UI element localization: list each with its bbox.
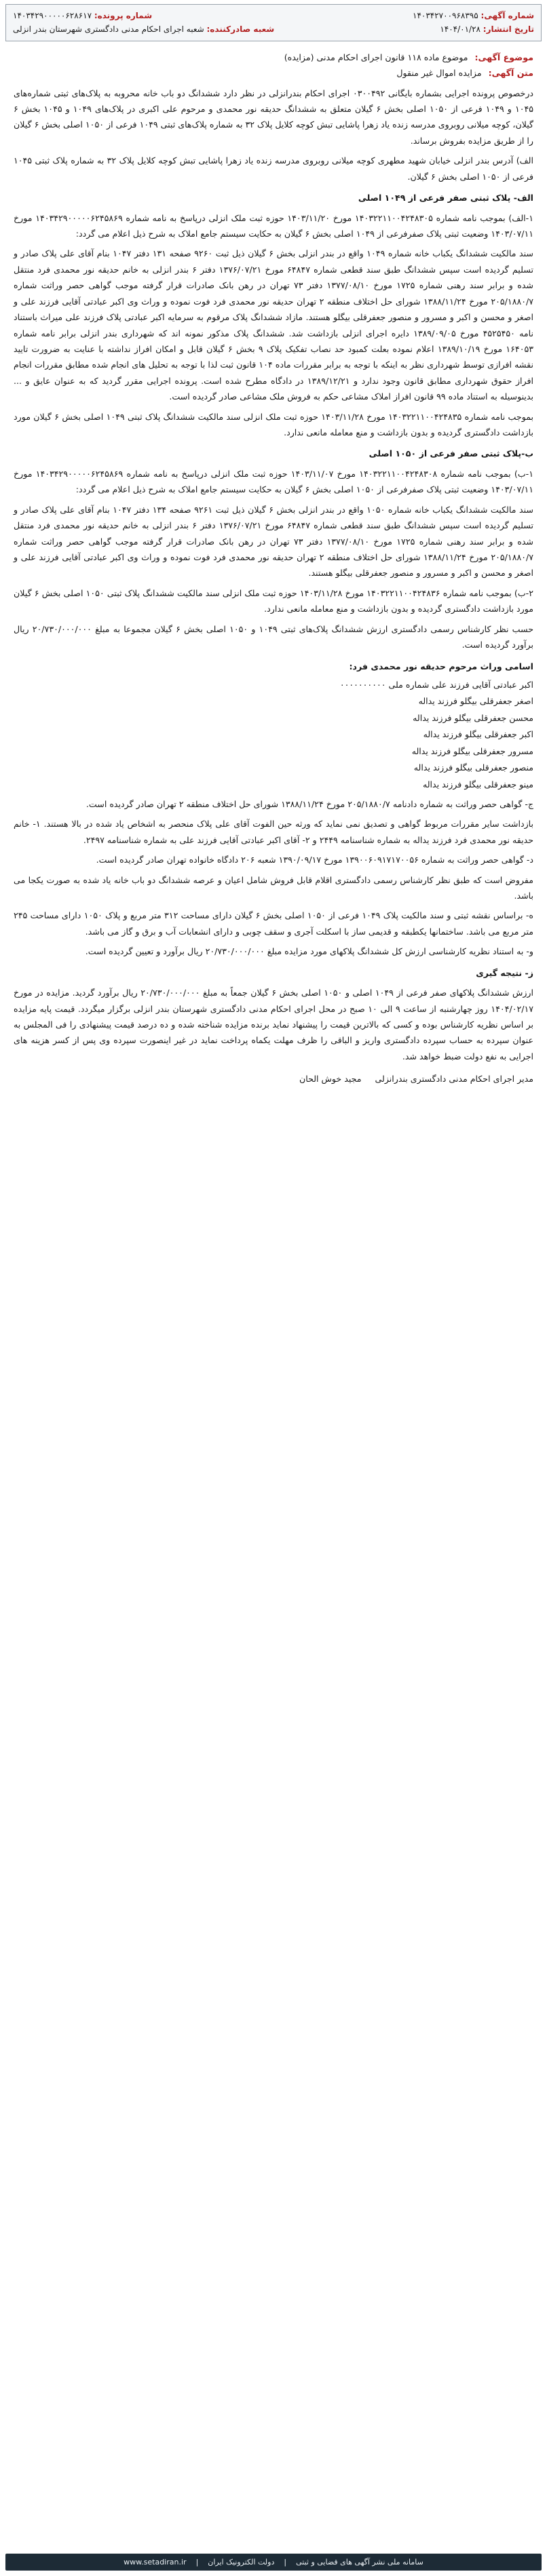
- notice-body: [5, 41, 542, 1091]
- paragraph: د- گواهی حصر وراثت به شماره ۱۳۹۰۰۶۰۹۱۷۱۷۰۰۵۶ مورخ ۱۳۹۰/۰۹/۱۷ شعبه ۲۰۶ دادگاه خانواده تهران صادر گردیده است.: [96, 855, 533, 865]
- paragraph: ۱-الف) بموجب نامه شماره ۱۴۰۳۲۲۱۱۰۰۴۲۴۸۳۰۵ مورخ ۱۴۰۳/۱۱/۲۰ حوزه ثبت ملک انزلی درپاسخ به نامه شماره ۱۴۰۳۴۲۹۰۰۰۰۰۶۲۴۵۸۶۹ مورخ ۱۴۰۳/۰۷/۱۱ وضعیت ثبتی پلاک صفرفرعی از ۱۰۴۹ اصلی بخش ۶ گیلان به حکایت سیستم جامع املاک به شرح ذیل اعلام می گردد:: [14, 212, 533, 239]
- paragraph: ه- براساس نقشه ثبتی و سند مالکیت پلاک ۱۰۴۹ فرعی از ۱۰۵۰ اصلی بخش ۶ گیلان دارای مساحت ۳۱۲ متر مربع و پلاک ۱۰۵۰ دارای مساحت ۲۴۵ متر مربع می باشد. ساختمانها یکطبقه و قدیمی ساز با اسکلت آجری و سقف چوبی و دارای انشعابات آب و برق و گاز می باشد.: [14, 910, 534, 937]
- paragraph: مفروض است که طبق نظر کارشناس رسمی دادگستری اقلام قابل فروش شامل اعیان و عرصه ششدانگ دو باب خانه یاد شده به صورت یکجا می باشد.: [14, 874, 533, 901]
- paragraph: ارزش ششدانگ پلاکهای صفر فرعی از ۱۰۴۹ اصلی و ۱۰۵۰ اصلی بخش ۶ گیلان جمعاً به مبلغ ۲۰/۷۳۰/۰۰۰/۰۰۰ ریال برآورد گردید. مزایده در مورخ ۱۴۰۴/۰۲/۱۷ روز چهارشنبه از ساعت ۹ الی ۱۰ صبح در محل اجرای احکام مدنی دادگستری شهرستان بندر انزلی برگزار میگردد. قیمت پایه مزایده بر اساس نظریه کارشناس بوده و کسی که بالاترین قیمت را پیشنهاد نماید برنده مزایده شناخته شده و ده درصد قیمت پیشنهادی را فی المجلس به عنوان سپرده به حساب سپرده دادگستری واریز و الباقی را ظرف مهلت یکماه پرداخت نماید در غیر اینصورت سپرده وی پس از کسر هزینه های اجرایی به نفع دولت ضبط خواهد شد.: [14, 988, 534, 1061]
- notice-header: [5, 4, 542, 41]
- dossier-label: شماره پرونده:: [94, 11, 153, 20]
- ad-text-value: مزایده اموال غیر منقول: [396, 68, 482, 79]
- header-right: [413, 9, 534, 37]
- issuer-label: شعبه صادرکننده:: [206, 24, 275, 35]
- signature-name: مجید خوش الحان: [299, 1074, 362, 1085]
- notice-number-label: شماره آگهی:: [480, 11, 534, 20]
- footer-separator: |: [195, 2558, 199, 2567]
- paragraph: بازداشت سایر مقررات مربوط گواهی و تصدیق نمی نماید که ورثه حین الفوت آقای علی پلاک منحصر به اشخاص یاد شده در بالا هستند. ۱- خانم حدیقه نور محمدی فرد فرزند یداله به شماره شناسنامه ۲۴۴۹ و ۲- آقای اکبر عبادتی آقایی فرزند علی به شماره شناسنامه ۲۴۹۷.: [14, 819, 534, 845]
- paragraph: حسب نظر کارشناس رسمی دادگستری ارزش ششدانگ پلاک‌های ثبتی ۱۰۴۹ و ۱۰۵۰ اصلی بخش ۶ گیلان مجموعا به مبلغ ۲۰/۷۳۰/۰۰۰/۰۰۰ ریال برآورد گردیده است.: [14, 623, 534, 650]
- publish-date: ۱۴۰۴/۰۱/۲۸: [440, 24, 480, 35]
- subject-text: موضوع ماده ۱۱۸ قانون اجرای احکام مدنی (مزایده): [284, 52, 468, 62]
- signature-title: مدیر اجرای احکام مدنی دادگستری بندرانزلی: [375, 1074, 533, 1085]
- dossier-number: ۱۴۰۳۴۲۹۰۰۰۰۰۶۲۸۶۱۷: [13, 11, 92, 20]
- heirs-title: اسامی وراث مرحوم حدیقه نور محمدی فرد:: [349, 661, 533, 671]
- paragraph: ۱-ب) بموجب نامه شماره ۱۴۰۳۲۲۱۱۰۰۴۲۴۸۳۰۸ مورخ ۱۴۰۳/۱۱/۰۷ حوزه ثبت ملک انزلی درپاسخ به نامه شماره ۱۴۰۳۴۲۹۰۰۰۰۰۶۲۴۵۸۶۹ مورخ ۱۴۰۳/۰۷/۱۱ وضعیت ثبتی پلاک صفرفرعی از ۱۰۵۰ اصلی بخش ۶ گیلان به حکایت سیستم جامع املاک به شرح ذیل اعلام می گردد:: [14, 468, 533, 495]
- list-item: اکبر عبادتی آقایی فرزند علی شماره ملی ۰۰۰۰۰۰۰۰۰۰: [339, 679, 533, 690]
- subject-label: موضوع آگهی:: [474, 52, 533, 62]
- list-item: منصور جعفرقلی بیگلو فرزند یداله: [413, 762, 533, 773]
- paragraph: درخصوص پرونده اجرایی بشماره بایگانی ۰۳۰۰۴۹۲ اجرای احکام بندرانزلی در نظر دارد ششدانگ دو باب خانه محروبه به پلاک‌های ثبتی شماره‌های ۱۰۴۵ و ۱۰۴۹ فرعی از ۱۰۵۰ اصلی بخش ۶ گیلان متعلق به ششدانگ حدیقه نور محمدی و مرحوم علی اکبری در پلاک‌های ۱۰۴۹ و ۱۰۴۵ بخش ۶ گیلان، کوچه میلانی روبروی مدرسه زنده یاد زهرا پاشایی تبش کوچه کلایل پلاک ۳۲ به شماره پلاک‌های ثبتی ۱۰۴۹ فرعی از ۱۰۵۰ اصلی بخش ۶ گیلان را از طریق مزایده بفروش برساند.: [14, 87, 534, 146]
- list-item: اصغر جعفرقلی بیگلو فرزند یداله: [418, 696, 533, 707]
- issuer-row: [13, 22, 274, 36]
- notice-number-row: [413, 9, 534, 22]
- ad-text-label: متن آگهی:: [488, 68, 533, 79]
- paragraph: بموجب نامه شماره ۱۴۰۳۲۲۱۱۰۰۴۲۴۸۳۵ مورخ ۱۴۰۳/۱۱/۲۸ حوزه ثبت ملک انزلی سند مالکیت ششدانگ پلاک ثبتی ۱۰۴۹ اصلی بخش ۶ گیلان مورد بازداشت دادگستری گردیده و بدون بازداشت و منع معامله مانعی ندارد.: [14, 411, 533, 438]
- list-item: اکبر جعفرقلی بیگلو فرزند یداله: [423, 729, 533, 740]
- footer-text: دولت الکترونیک ایران: [208, 2558, 275, 2567]
- section-b-title: ب-پلاک ثبتی صفر فرعی از ۱۰۵۰ اصلی: [369, 448, 533, 459]
- notice-number: ۱۴۰۳۴۲۷۰۰۹۶۸۳۹۵: [413, 11, 478, 20]
- ad-text-line: [14, 65, 533, 81]
- footer-separator: |: [284, 2558, 287, 2567]
- header-left: [13, 9, 274, 37]
- issuer: شعبه اجرای احکام مدنی دادگستری شهرستان بندر انزلی: [13, 24, 204, 35]
- date-label: تاریخ انتشار:: [483, 24, 534, 35]
- list-item: محسن جعفرقلی بیگلو فرزند یداله: [413, 712, 533, 723]
- footer-bar: [5, 2554, 542, 2571]
- paragraph: ۲-ب) بموجب نامه شماره ۱۴۰۳۲۲۱۱۰۰۴۲۴۸۳۶ مورخ ۱۴۰۳/۱۱/۲۸ حوزه ثبت ملک انزلی سند مالکیت ششدانگ پلاک ثبتی ۱۰۵۰ اصلی بخش ۶ گیلان مورد بازداشت دادگستری گردیده و بدون بازداشت و منع معامله مانعی ندارد.: [14, 587, 533, 614]
- paragraph: سند مالکیت ششدانگ یکباب خانه شماره ۱۰۵۰ واقع در بندر انزلی بخش ۶ گیلان ذیل ثبت ۹۲۶۱ صفحه ۱۳۴ دفتر ۱۰۴۷ بنام آقای علی پلاک صادر و تسلیم گردیده است سپس ششدانگ طبق سند قطعی شماره ۶۴۸۴۷ مورخ ۱۳۷۶/۰۷/۲۱ دفتر ۶ بندر انزلی به خانم حدیقه نور محمدی فرد منتقل شده و برابر سند رهنی شماره ۱۷۲۵ مورخ ۱۳۷۷/۰۸/۱۰ دفتر ۷۳ تهران در رهن بانک صادرات قرار گرفته موجب گواهی حصر وراثت شماره ۲۰۵/۱۸۸۰/۷ مورخ ۱۳۸۸/۱۱/۲۴ شورای حل اختلاف منطقه ۲ تهران حدیقه نور محمدی فرد فوت نموده و وراث وی اکبر عبادتی آقایی فرزند علی و اصغر و محسن و اکبر و مسرور و منصور جعفرقلی بیگلو هستند.: [14, 504, 533, 579]
- list-item: مینو جعفرقلی بیگلو فرزند یداله: [422, 779, 533, 789]
- date-row: [413, 22, 534, 36]
- section-a-title: الف- پلاک ثبتی صفر فرعی از ۱۰۴۹ اصلی: [358, 193, 533, 203]
- footer-link[interactable]: www.setadiran.ir: [124, 2558, 187, 2567]
- paragraph: و- به استناد نظریه کارشناسی ارزش کل ششدانگ پلاکهای مورد مزایده مبلغ ۲۰/۷۳۰/۰۰۰/۰۰۰ ریال برآورد و تعیین گردیده است.: [85, 946, 533, 957]
- signature: [14, 1071, 533, 1087]
- conclusion-title: ز- نتیجه گیری: [476, 967, 533, 978]
- subject-line: [14, 50, 533, 65]
- footer-text: سامانه ملی نشر آگهی های قضایی و ثبتی: [296, 2558, 423, 2567]
- paragraph: الف) آدرس بندر انزلی خیابان شهید مطهری کوچه میلانی روبروی مدرسه زنده یاد زهرا پاشایی تبش کوچه کلایل پلاک ۳۲ به شماره پلاک ثبتی ۱۰۴۵ فرعی از ۱۰۵۰ اصلی بخش ۶ گیلان.: [14, 155, 533, 182]
- paragraph: سند مالکیت ششدانگ یکباب خانه شماره ۱۰۴۹ واقع در بندر انزلی بخش ۶ گیلان ذیل ثبت ۹۲۶۰ صفحه ۱۳۱ دفتر ۱۰۴۷ بنام آقای علی پلاک صادر و تسلیم گردیده است سپس ششدانگ طبق سند قطعی شماره ۶۴۸۴۷ مورخ ۱۳۷۶/۰۷/۲۱ دفتر ۶ بندر انزلی به خانم حدیقه نور محمدی فرد منتقل شده و برابر سند رهنی شماره ۱۷۲۵ مورخ ۱۳۷۷/۰۸/۱۰ دفتر ۷۳ تهران در رهن بانک صادرات قرار گرفته موجب گواهی حصر وراثت شماره ۲۰۵/۱۸۸۰/۷ مورخ ۱۳۸۸/۱۱/۲۴ شورای حل اختلاف منطقه ۲ تهران حدیقه نور محمدی فرد فوت نموده و وراث وی اکبر عبادتی آقایی فرزند علی و اصغر و محسن و اکبر و مسرور و منصور جعفرقلی بیگلو هستند. مازاد ششدانگ پلاک مرقوم به سرمایه اکبر عبادتی پلاک فرزند علی میراث باستناد نامه ۴۵۲۵۴۵۰ مورخ ۱۳۸۹/۰۹/۰۵ دایره اجرای انزلی بازداشت شد. ششدانگ پلاک مذکور نمونه اند که شهرداری بندر انزلی برابر نامه شماره ۱۶۴۰۵۳ مورخ ۱۳۸۹/۱۰/۱۹ اعلام نموده بعلت کمبود حد نصاب تفکیک پلاک ۹ بخش ۶ گیلان قابل و امکان افراز نداشته با عنایت به ضرورت تایید نقشه افرازی توسط شهرداری نظر به اینکه با توجه به برابر مقررات ماده ۱۰۴ قانون ثبت لذا با توجه به تحلیل های انجام شده مطابق مقررات انجام افراز حقوق شهرداری مطابق قانون وجود ندارد و ۱۳۸۹/۱۲/۲۱ در دادگاه مطرح شده است. پرونده اجرایی مقرر گردید که به عنوان عایق و ... بدینوسیله به استناد ماده ۹۹ قانون افراز املاک مشاعی حکم به فروش ملک مشاعی صادر گردیده است.: [14, 248, 533, 402]
- notice-content: [5, 0, 542, 1095]
- paragraph: ج- گواهی حصر وراثت به شماره دادنامه ۲۰۵/۱۸۸۰/۷ مورخ ۱۳۸۸/۱۱/۲۴ شورای حل اختلاف منطقه ۲ تهران صادر گردیده است.: [86, 798, 533, 809]
- heirs-list: [14, 677, 533, 792]
- list-item: مسرور جعفرقلی بیگلو فرزند یداله: [411, 745, 533, 756]
- dossier-row: [13, 9, 152, 22]
